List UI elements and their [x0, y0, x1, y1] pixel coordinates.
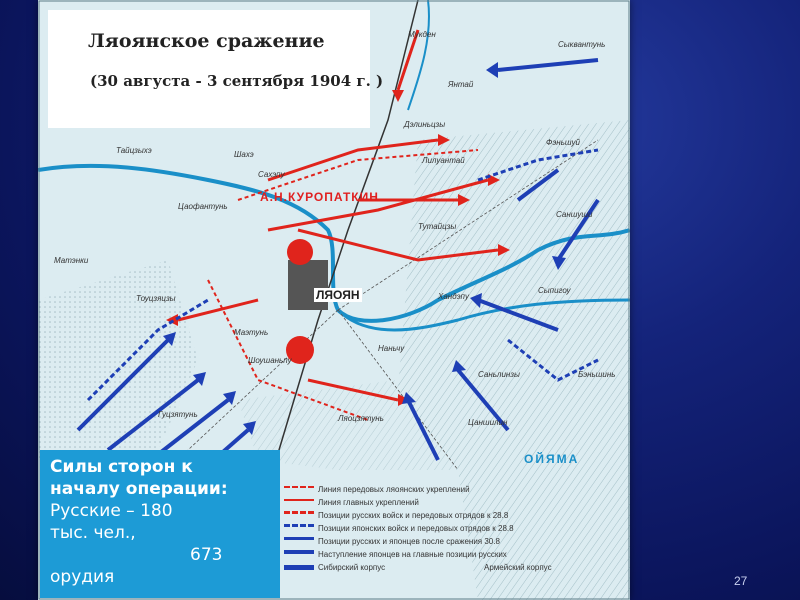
- place-name: Дэлиньцзы: [404, 120, 446, 129]
- place-name: Сыпигоу: [538, 286, 571, 295]
- place-name: Шоушаньпу: [248, 356, 292, 365]
- legend-item: Позиции русских войск и передовых отрядов к 28.8: [284, 510, 626, 522]
- place-name: Бэньшинь: [578, 370, 616, 379]
- place-name: Маэтунь: [234, 328, 269, 337]
- legend-item: Линия главных укреплений: [284, 497, 626, 509]
- city-label: ЛЯОЯН: [316, 288, 360, 302]
- place-name: Матэнки: [54, 256, 89, 265]
- place-name: Ляоцзятунь: [338, 414, 384, 423]
- place-name: Наньчу: [378, 344, 405, 353]
- place-name: Янтай: [448, 80, 474, 89]
- map-dates: (30 августа - 3 сентября 1904 г. ): [90, 72, 384, 90]
- place-name: Саньлинзы: [478, 370, 520, 379]
- place-name: Цаофантунь: [178, 202, 228, 211]
- city-block: [288, 260, 328, 310]
- legend-symbol: [284, 511, 314, 520]
- place-name: Мукден: [408, 30, 436, 39]
- map-legend: [284, 484, 626, 596]
- place-name: Шахэ: [234, 150, 254, 159]
- place-name: Гуцзятунь: [158, 410, 198, 419]
- info-line: тыс. чел.,: [50, 523, 136, 543]
- map-title: Ляоянское сражение: [88, 30, 325, 52]
- place-name: Тоуцзяцзы: [136, 294, 176, 303]
- relief-west: [38, 260, 198, 460]
- info-line: началу операции:: [50, 479, 228, 499]
- place-name: Сыквантунь: [558, 40, 606, 49]
- place-name: Цаншилин: [468, 418, 508, 427]
- legend-item: Позиции русских и японцев после сражения 30.8: [284, 536, 626, 548]
- legend-symbol: [284, 537, 314, 546]
- slide-number: 27: [734, 574, 748, 588]
- commander-label: А.Н.КУРОПАТКИН: [260, 190, 379, 204]
- legend-item: Позиции японских войск и передовых отрядов к 28.8: [284, 523, 626, 535]
- legend-symbol: [284, 499, 314, 507]
- info-line: орудия: [50, 567, 115, 587]
- place-name: Фэньшуй: [546, 138, 580, 147]
- place-name: Тайцзыхэ: [116, 146, 152, 155]
- legend-item: Линия передовых ляоянских укреплений: [284, 484, 626, 496]
- title-panel: [48, 10, 370, 128]
- place-name: Лилуантай: [422, 156, 465, 165]
- place-name: Сахэпу: [258, 170, 285, 179]
- place-name: Саншуши: [556, 210, 593, 219]
- mountains-label: ОЙЯМА: [524, 452, 580, 466]
- info-line: 673: [190, 545, 223, 565]
- legend-symbol: [284, 524, 314, 533]
- legend-symbol: [284, 486, 314, 494]
- forces-info-box: [40, 450, 280, 598]
- legend-item: Армейский корпус: [484, 563, 552, 572]
- city-marker: [287, 239, 313, 265]
- place-name: Хандэпу: [438, 292, 469, 301]
- legend-item: Наступление японцев на главные позиции русских: [284, 549, 626, 561]
- place-name: Тутайцзы: [418, 222, 457, 231]
- info-line: Русские – 180: [50, 501, 173, 521]
- info-line: Силы сторон к: [50, 457, 193, 477]
- legend-symbol: [284, 550, 314, 560]
- legend-symbol: [284, 565, 314, 570]
- legend-item: Сибирский корпус: [284, 562, 626, 574]
